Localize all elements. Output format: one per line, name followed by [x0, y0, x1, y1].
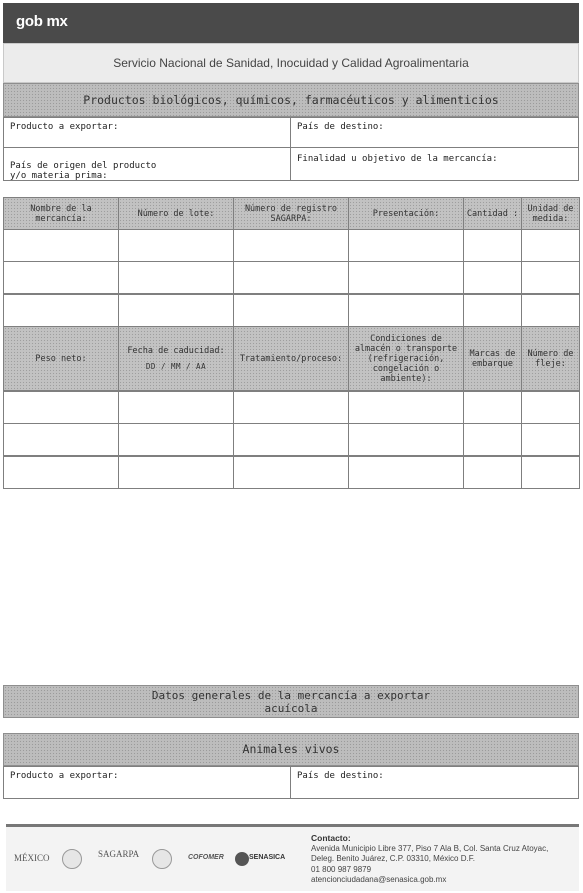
table-header-cell [348, 326, 464, 391]
section-title-productos: Productos biológicos, químicos, farmacéuticos y alimenticios [3, 83, 579, 117]
contact-address-2: Deleg. Benito Juárez, C.P. 03310, México D.F. [311, 854, 475, 863]
table-input-cell[interactable] [348, 423, 464, 456]
table-input-cell[interactable] [233, 294, 349, 327]
table-input-cell[interactable] [233, 391, 349, 424]
table-input-cell[interactable] [463, 261, 522, 294]
mexico-logo: MÉXICO [14, 853, 50, 863]
field-pais-destino[interactable] [290, 117, 579, 148]
field-label: Producto a exportar: [10, 771, 119, 781]
table-header-cell [348, 197, 464, 230]
contact-address-1: Avenida Municipio Libre 377, Piso 7 Ala B, Col. Santa Cruz Atoyac, [311, 843, 549, 853]
mexico-seal-icon [62, 849, 82, 869]
table-header-cell [521, 326, 580, 391]
table-input-cell[interactable] [463, 456, 522, 489]
sagarpa-seal-icon [152, 849, 172, 869]
field-finalidad[interactable] [290, 147, 579, 181]
table-input-cell[interactable] [3, 423, 119, 456]
table-input-cell[interactable] [118, 423, 234, 456]
table-input-cell[interactable] [3, 294, 119, 327]
table-input-cell[interactable] [3, 456, 119, 489]
header-label: Peso neto: [35, 353, 87, 364]
top-header [3, 3, 579, 43]
field-producto-exportar-animales[interactable] [3, 766, 291, 799]
table-header-cell [233, 197, 349, 230]
field-pais-destino-animales[interactable] [290, 766, 579, 799]
senasica-logo: SENASICA [249, 854, 286, 861]
field-label: País de origen del producto y/o materia prima: [10, 161, 157, 181]
table-header-cell [118, 197, 234, 230]
table-input-cell[interactable] [118, 294, 234, 327]
table-input-cell[interactable] [521, 423, 580, 456]
field-producto-exportar[interactable] [3, 117, 291, 148]
table-input-cell[interactable] [348, 391, 464, 424]
table-input-cell[interactable] [118, 229, 234, 262]
header-label: Marcas de embarque [469, 348, 516, 369]
section-title-animales-vivos: Animales vivos [3, 733, 579, 766]
table-input-cell[interactable] [3, 229, 119, 262]
date-format-hint: DD / MM / AA [145, 361, 207, 371]
header-label: Cantidad : [466, 208, 519, 219]
table-input-cell[interactable] [348, 456, 464, 489]
header-label: Fecha de caducidad: [127, 345, 225, 356]
table-input-cell[interactable] [348, 261, 464, 294]
table-input-cell[interactable] [348, 229, 464, 262]
contact-block [311, 833, 548, 886]
table-input-cell[interactable] [521, 391, 580, 424]
field-label: País de destino: [297, 122, 384, 132]
table-input-cell[interactable] [233, 261, 349, 294]
contact-email[interactable]: atencionciudadana@senasica.gob.mx [311, 875, 447, 884]
table-input-cell[interactable] [521, 294, 580, 327]
field-label: Producto a exportar: [10, 122, 119, 132]
table-header-cell [463, 197, 522, 230]
table-header-cell [118, 326, 234, 391]
table-header-cell [463, 326, 522, 391]
contact-phone: 01 800 987 9879 [311, 864, 372, 874]
table-input-cell[interactable] [118, 456, 234, 489]
table-input-cell[interactable] [463, 391, 522, 424]
table-input-cell[interactable] [463, 423, 522, 456]
section-title-acuicola: Datos generales de la mercancía a exportar acuícola [3, 685, 579, 718]
table-input-cell[interactable] [233, 229, 349, 262]
footer [6, 827, 579, 891]
agency-banner: Servicio Nacional de Sanidad, Inocuidad y Calidad Agroalimentaria [3, 43, 579, 83]
cofomer-logo: COFOMER [188, 854, 224, 861]
header-label: Condiciones de almacén o transporte (refrigeración, congelación o ambiente): [354, 333, 458, 384]
table-input-cell[interactable] [521, 229, 580, 262]
table-input-cell[interactable] [233, 423, 349, 456]
table-header-cell [233, 326, 349, 391]
header-label: Presentación: [372, 208, 440, 219]
table-input-cell[interactable] [3, 261, 119, 294]
table-input-cell[interactable] [521, 456, 580, 489]
table-input-cell[interactable] [521, 261, 580, 294]
field-label: País de destino: [297, 771, 384, 781]
table-input-cell[interactable] [463, 294, 522, 327]
contact-title: Contacto: [311, 833, 351, 843]
header-label: Número de fleje: [527, 348, 574, 369]
table-header-cell [3, 326, 119, 391]
field-pais-origen[interactable] [3, 147, 291, 181]
gob-mx-logo: gob mx [16, 13, 68, 30]
table-header-cell [521, 197, 580, 230]
header-label: Nombre de la mercancía: [30, 203, 92, 224]
header-label: Tratamiento/proceso: [239, 353, 343, 364]
field-label: Finalidad u objetivo de la mercancía: [297, 154, 498, 164]
table-input-cell[interactable] [348, 294, 464, 327]
header-label: Unidad de medida: [527, 203, 574, 224]
header-label: Número de registro SAGARPA: [244, 203, 338, 224]
senasica-emblem-icon [235, 852, 249, 866]
table-input-cell[interactable] [118, 261, 234, 294]
sagarpa-logo: SAGARPA [98, 849, 140, 859]
table-input-cell[interactable] [233, 456, 349, 489]
table-header-cell [3, 197, 119, 230]
table-input-cell[interactable] [3, 391, 119, 424]
table-input-cell[interactable] [118, 391, 234, 424]
header-label: Número de lote: [137, 208, 215, 219]
table-input-cell[interactable] [463, 229, 522, 262]
